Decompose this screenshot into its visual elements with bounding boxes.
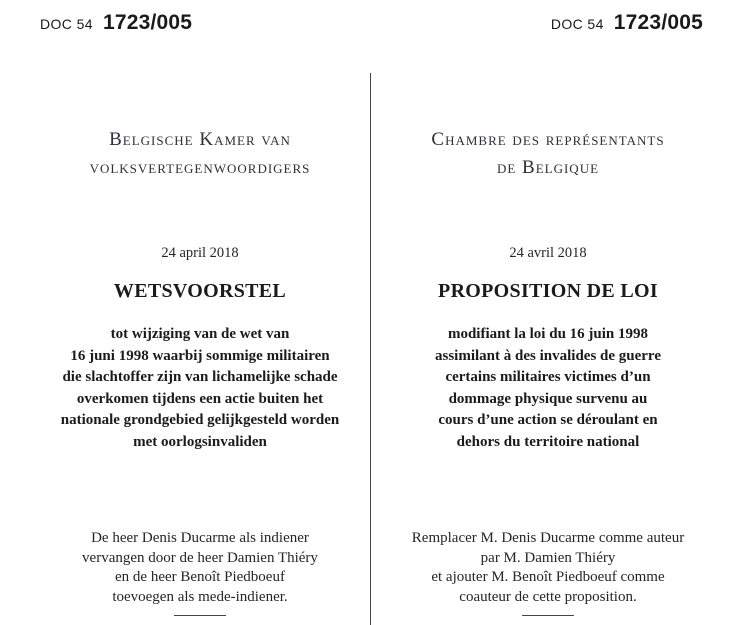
text-line: et ajouter M. Benoît Piedboeuf comme [431,569,665,585]
text-line: Remplacer M. Denis Ducarme comme auteur [411,530,685,546]
end-rule-french [522,615,574,616]
document-date-french: 24 avril 2018 [509,245,587,261]
document-title-dutch: WETSVOORSTEL [113,280,287,302]
column-dutch [32,0,368,625]
text-line: die slachtoffer zijn van lichamelijke schade [62,369,338,385]
end-rule-dutch [174,615,226,616]
document-subtitle-dutch [32,324,368,453]
text-line: assimilant à des invalides de guerre [435,347,661,364]
text-line: cours d’une action se déroulant en [438,412,658,428]
text-line: nationale grondgebied gelijkgesteld worden [60,412,340,428]
doc-number: 1723/005 [613,11,703,34]
text-line: 16 juni 1998 waarbij sommige militairen [70,347,330,364]
doc-series-label: DOC 54 [40,16,93,32]
text-line: dehors du territoire national [456,433,640,450]
institution-line: de Belgique [496,157,600,178]
amendment-text-french [380,529,716,607]
column-french [380,0,716,625]
institution-line: Chambre des représentants [431,129,665,150]
text-line: coauteur de cette proposition. [459,588,637,605]
doc-series-label: DOC 54 [550,16,604,32]
text-line: dommage physique survenu au [448,390,648,407]
text-line: tot wijziging van de wet van [110,326,290,342]
text-line: toevoegen als mede-indiener. [112,588,288,605]
text-line: vervangen door de heer Damien Thiéry [82,549,318,566]
doc-number: 1723/005 [102,11,193,34]
institution-line: volksvertegenwoordigers [89,157,311,178]
text-line: De heer Denis Ducarme als indiener [91,530,309,546]
column-divider-line [370,73,371,625]
document-title-french: PROPOSITION DE LOI [438,280,658,302]
institution-name-dutch [32,126,368,182]
text-line: certains militaires victimes d’un [445,369,651,385]
institution-line: Belgische Kamer van [109,129,291,150]
text-line: met oorlogsinvaliden [133,433,267,450]
amendment-text-dutch [32,529,368,607]
text-line: par M. Damien Thiéry [480,549,616,566]
text-line: en de heer Benoît Piedboeuf [115,569,285,585]
text-line: overkomen tijdens een actie buiten het [76,390,324,407]
institution-name-french [380,126,716,182]
document-date-dutch: 24 april 2018 [161,245,239,261]
text-line: modifiant la loi du 16 juin 1998 [447,326,649,342]
document-subtitle-french [380,324,716,453]
